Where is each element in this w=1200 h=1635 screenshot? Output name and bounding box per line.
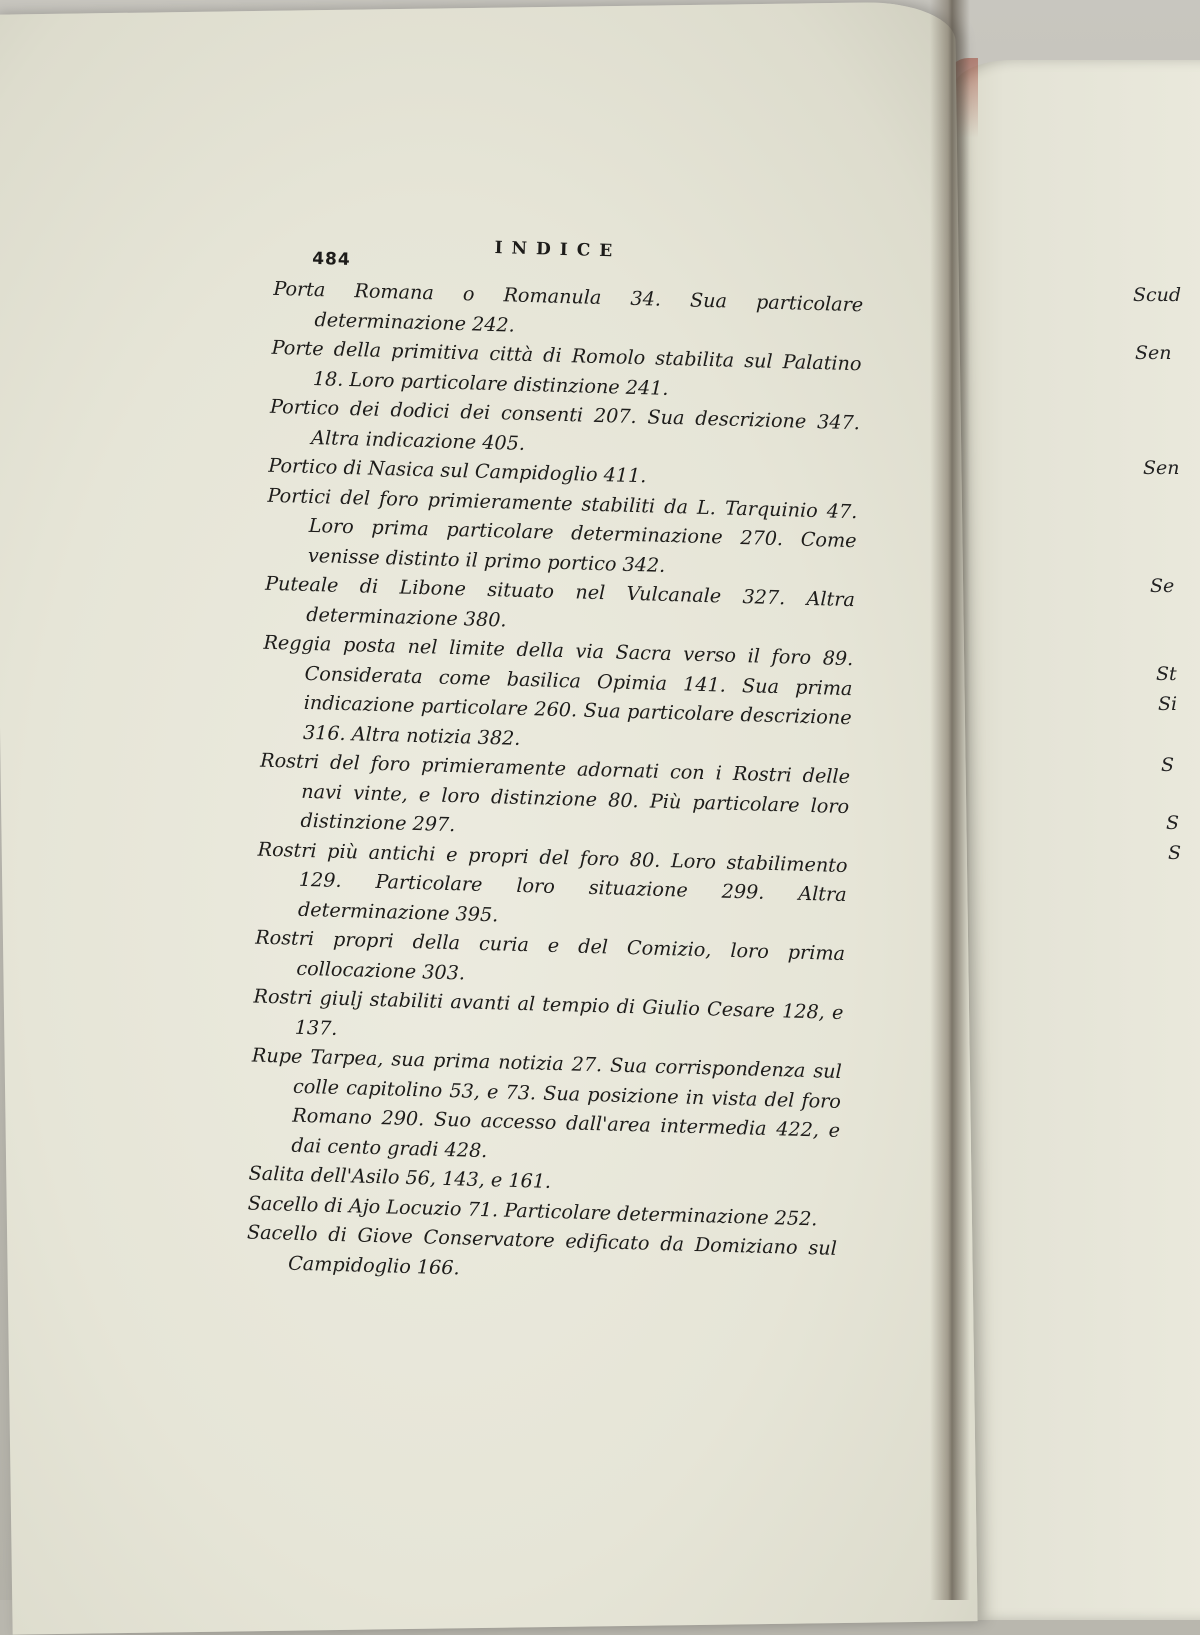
index-entry: Portico dei dodici dei consenti 207. Sua descrizione 347. Altra indicazione 405.: [269, 394, 861, 455]
index-entry: Salita dell'Asilo 56, 143, e 161.: [248, 1161, 552, 1193]
facing-fragment: S: [1161, 754, 1175, 776]
index-entry: Porta Romana o Romanula 34. Sua particolare determinazione 242.: [273, 276, 864, 337]
index-entry: Portico di Nasica sul Campidoglio 411.: [268, 453, 647, 488]
facing-fragment: Si: [1158, 693, 1178, 715]
facing-fragment: S: [1168, 842, 1182, 864]
index-entry: Rupe Tarpea, sua prima notizia 27. Sua corrispondenza sul colle capitolino 53, e 73. Sua posizione in vista del foro Romano 290. Suo accesso dall'area intermedia 422, e dai cento gradi 428.: [251, 1043, 843, 1162]
index-entry: Rostri del foro primieramente adornati con i Rostri delle navi vinte, e loro distinzione 80. Più particolare loro distinzione 297.: [259, 748, 851, 837]
facing-fragment: S: [1166, 812, 1180, 834]
index-entry: Rostri propri della curia e del Comizio, loro prima collocazione 303.: [254, 925, 846, 984]
index-entry: Portici del foro primieramente stabiliti da L. Tarquinio 47. Loro prima particolare determinazione 270. Come venisse distinto il primo portico 342.: [267, 483, 858, 577]
facing-fragment: Scud: [1133, 284, 1182, 306]
facing-fragment: St: [1156, 663, 1177, 685]
index-entry: Puteale di Libone situato nel Vulcanale 327. Altra determinazione 380.: [264, 571, 856, 631]
index-entry: Sacello di Giove Conservatore edificato da Domiziano sul Campidoglio 166.: [246, 1220, 838, 1279]
page-number: 484: [311, 248, 351, 270]
facing-fragment: Sen: [1135, 342, 1172, 364]
index-entry: Rostri più antichi e propri del foro 80. Loro stabilimento 129. Particolare loro situazione 299. Altra determinazione 395.: [257, 837, 848, 926]
running-head: INDICE: [494, 238, 622, 262]
index-entry: Porte della primitiva città di Romolo stabilita sul Palatino 18. Loro particolare distinzione 241.: [271, 335, 862, 400]
index-entry: Reggia posta nel limite della via Sacra verso il foro 89. Considerata come basilica Opimia 141. Sua prima indicazione particolare 260. Sua particolare descrizione 316. Altra notizia 382.: [263, 630, 854, 750]
index-entries: [246, 274, 864, 1293]
index-entry: Sacello di Ajo Locuzio 71. Particolare determinazione 252.: [247, 1190, 818, 1230]
facing-fragment: Se: [1150, 575, 1175, 597]
index-entry: Rostri giulj stabiliti avanti al tempio di Giulio Cesare 128, e 137.: [253, 984, 844, 1040]
facing-fragment: Sen: [1143, 457, 1180, 479]
